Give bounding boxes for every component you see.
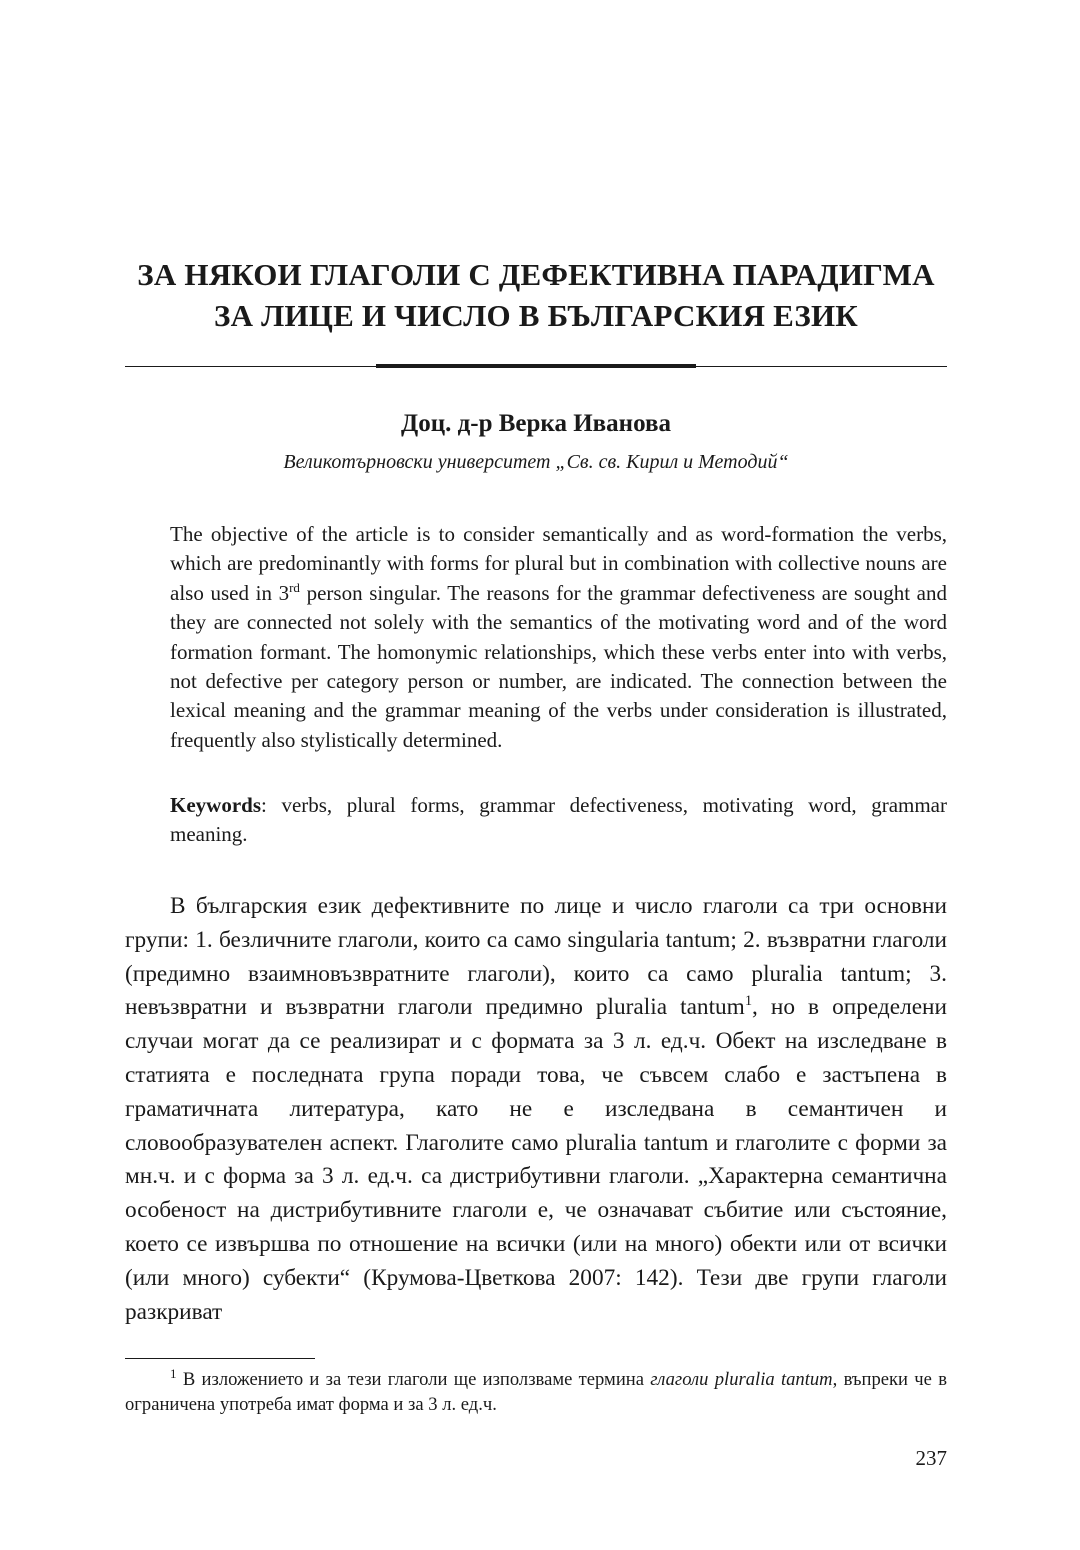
body-text-2: , но в определени случаи могат да се реализират и с формата за 3 л. ед.ч. Обект на изследване в статията е последната група поради това, че съвсем слабо е застъпена в граматичната литература, като не е изследвана в семантичен и словообразувателен аспект. Глаголите само pluralia tantum и глаголите с форми за мн.ч. и с форма за 3 л. ед.ч. са дистрибутивни глаголи. „Характерна семантична особеност на дистрибутивните глаголи е, че означават събитие или състояние, което се извършва по отношение на всички (или на много) обекти или от всички (или много) субекти“ (Крумова-Цветкова 2007: 142). Тези две групи глаголи разкриват [125,994,947,1325]
footnote-italic-term: глаголи pluralia tantum [650,1369,833,1390]
footnote-reference: 1 [744,993,753,1010]
abstract-text-1: The objective of the article is to consider semantically and as word-formation the verbs, which are predominantly with forms for plural but in combination with collective nouns are also used in 3 [170,522,947,605]
footnote-divider [125,1358,315,1359]
title-line-2: ЗА ЛИЦЕ И ЧИСЛО В БЪЛГАРСКИЯ ЕЗИК [214,298,858,333]
article-title [125,254,947,336]
body-text-1: В българския език дефективните по лице и число глаголи са три основни групи: 1. безличните глаголи, които са само singularia tantum; 2. възвратни глаголи (предимно взаимновъзвратните глаголи), които са само pluralia tantum; 3. невъзвратни и възвратни глаголи предимно pluralia tantum [125,893,947,1021]
abstract-text-2: person singular. The reasons for the grammar defectiveness are sought and they are connected not solely with the semantics of the motivating word and of the word formation formant. The homonymic relationships, which these verbs enter into with verbs, not defective per category person or number, are indicated. The connection between the lexical meaning and the grammar meaning of the verbs under consideration is illustrated, frequently also stylistically determined. [170,580,948,752]
keywords-label: Keywords [170,793,261,817]
abstract [170,520,947,755]
title-line-1: ЗА НЯКОИ ГЛАГОЛИ С ДЕФЕКТИВНА ПАРАДИГМА [137,257,935,292]
page-number: 237 [915,1446,947,1470]
footnote [125,1367,947,1417]
footnote-text-1: В изложението и за тези глаголи ще използваме термина [176,1369,651,1390]
keywords [170,791,947,850]
author-affiliation: Великотърновски университет „Св. св. Кирил и Методий“ [283,451,789,473]
title-divider-thick [376,364,696,368]
footnote-marker: 1 [170,1365,177,1381]
author-name: Доц. д-р Верка Иванова [401,410,671,437]
keywords-text: : verbs, plural forms, grammar defectiveness, motivating word, grammar meaning. [170,793,947,847]
document-page [125,0,947,1550]
abstract-superscript: rd [289,579,300,595]
footnote-text-2: , въпреки че в ограничена употреба имат форма и за 3 л. ед.ч. [125,1369,947,1415]
body-paragraph [125,890,947,1329]
